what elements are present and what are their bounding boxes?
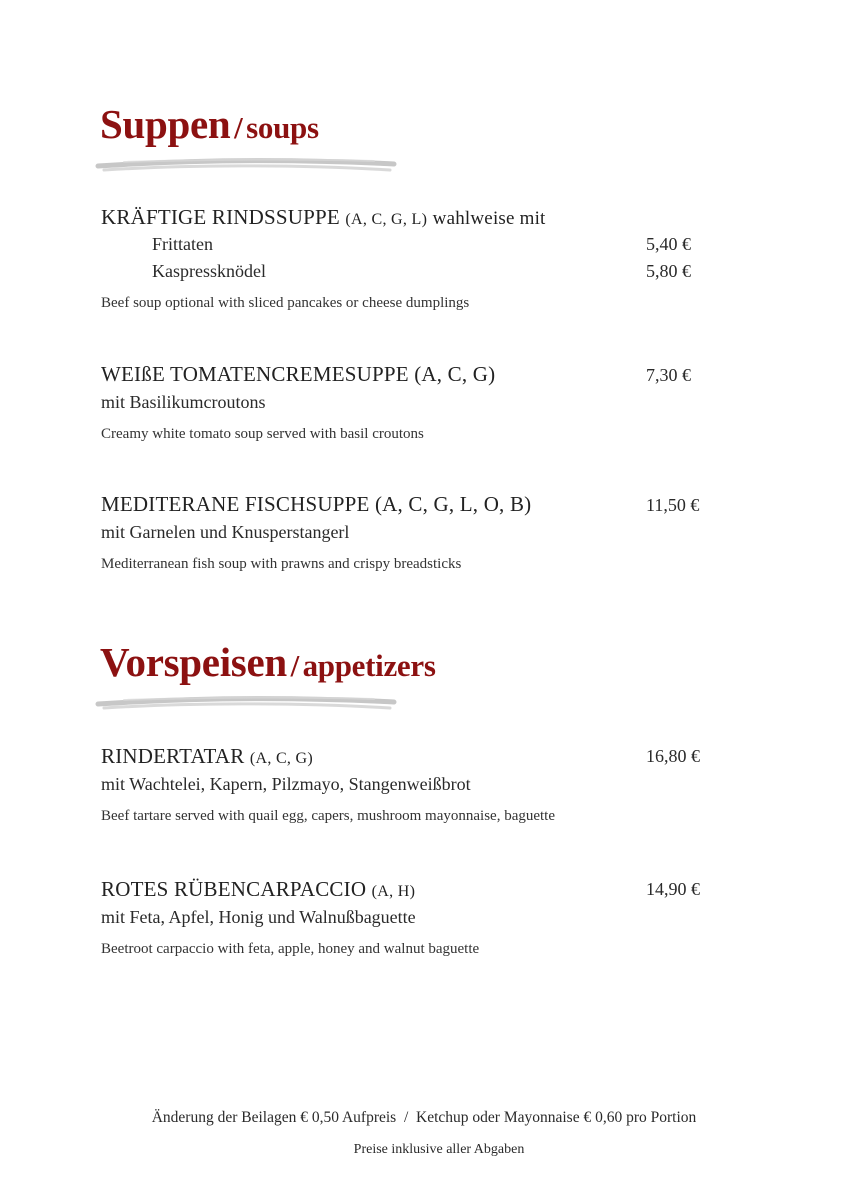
dish-english-description: Beef tartare served with quail egg, capers, mushroom mayonnaise, baguette xyxy=(101,808,556,824)
dish-title xyxy=(101,205,546,230)
dish-price: 16,80 € xyxy=(646,746,700,766)
section-title-separator: / xyxy=(234,110,243,145)
dish-title xyxy=(101,744,313,769)
dish-title xyxy=(101,362,495,387)
dish-english-description: Beetroot carpaccio with feta, apple, honey and walnut baguette xyxy=(101,941,480,957)
dish-subtitle: mit Basilikumcroutons xyxy=(101,392,266,412)
dish-suffix: wahlweise mit xyxy=(432,208,546,229)
dish-price: 11,50 € xyxy=(646,495,700,515)
dish-option-label: Kaspressknödel xyxy=(152,261,266,281)
section-title-en: appetizers xyxy=(302,648,436,683)
section-title-en: soups xyxy=(246,110,319,145)
dish-allergens: (A, C, G) xyxy=(414,362,496,386)
section-heading-appetizers xyxy=(100,638,436,686)
dish-price: 7,30 € xyxy=(646,365,691,385)
dish-name: MEDITERANE FISCHSUPPE xyxy=(101,492,370,516)
section-title-separator: / xyxy=(290,648,299,683)
section-heading-soups xyxy=(100,100,319,148)
dish-title xyxy=(101,492,531,517)
dish-english-description: Creamy white tomato soup served with basil croutons xyxy=(101,426,424,442)
dish-english-description: Mediterranean fish soup with prawns and crispy breadsticks xyxy=(101,556,462,572)
dish-option-price: 5,80 € xyxy=(646,261,691,281)
dish-price: 14,90 € xyxy=(646,879,700,899)
dish-option-label: Frittaten xyxy=(152,234,213,254)
dish-name: RINDERTATAR xyxy=(101,744,245,768)
dish-allergens: (A, C, G) xyxy=(249,750,314,767)
dish-name: ROTES RÜBENCARPACCIO xyxy=(101,877,367,901)
brush-stroke-divider xyxy=(94,152,400,180)
dish-option-price: 5,40 € xyxy=(646,234,691,254)
dish-name: WEIßE TOMATENCREMESUPPE xyxy=(101,362,409,386)
dish-allergens: (A, C, G, L, O, B) xyxy=(374,492,532,516)
dish-subtitle: mit Feta, Apfel, Honig und Walnußbaguette xyxy=(101,907,416,927)
brush-stroke-divider xyxy=(94,690,400,718)
section-title-de: Vorspeisen xyxy=(100,639,287,685)
dish-allergens: (A, C, G, L) xyxy=(345,211,428,228)
dish-english-description: Beef soup optional with sliced pancakes or cheese dumplings xyxy=(101,295,470,311)
dish-subtitle: mit Garnelen und Knusperstangerl xyxy=(101,522,350,542)
footer-surcharge-note: Änderung der Beilagen € 0,50 Aufpreis / Ketchup oder Mayonnaise € 0,60 pro Portion xyxy=(151,1109,697,1126)
footer-price-note: Preise inklusive aller Abgaben xyxy=(353,1142,525,1157)
section-title-de: Suppen xyxy=(100,101,231,147)
dish-allergens: (A, H) xyxy=(371,883,416,900)
dish-title xyxy=(101,877,415,902)
dish-subtitle: mit Wachtelei, Kapern, Pilzmayo, Stangenweißbrot xyxy=(101,774,471,794)
dish-name: KRÄFTIGE RINDSSUPPE xyxy=(101,205,340,229)
